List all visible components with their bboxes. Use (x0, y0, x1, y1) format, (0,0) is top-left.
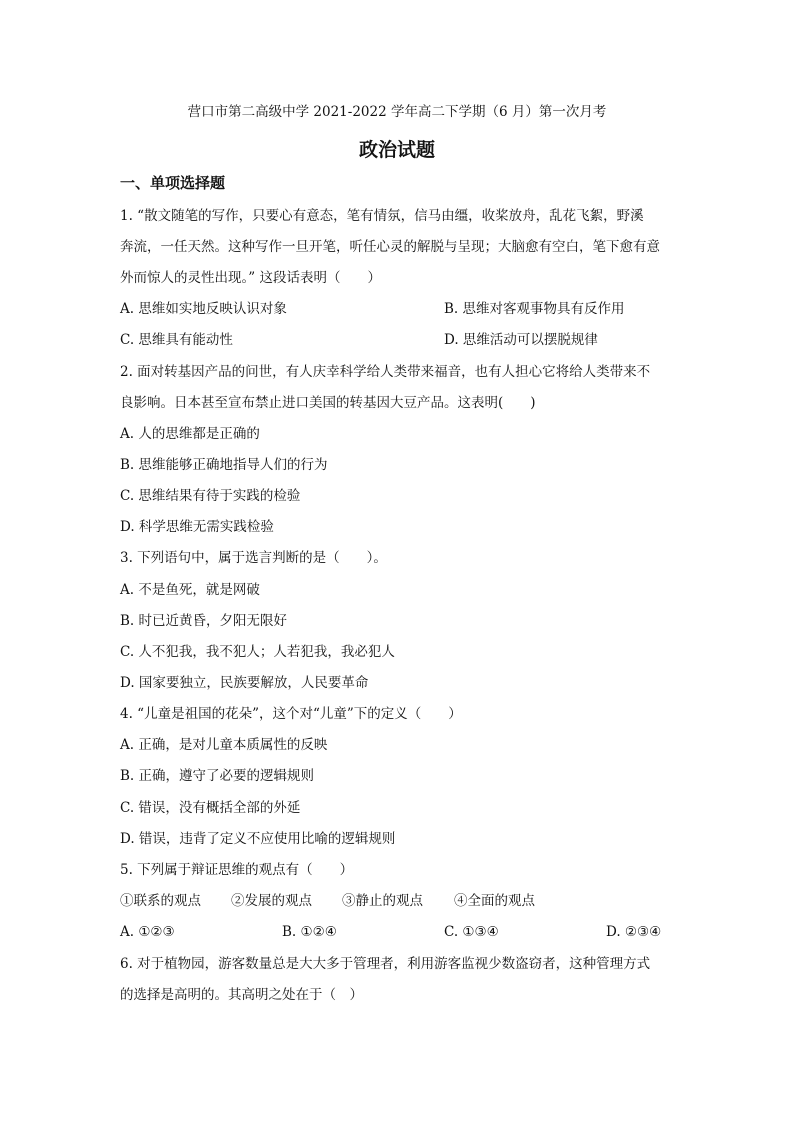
q3-option-d: D. 国家要独立，民族要解放，人民要革命 (120, 675, 369, 691)
exam-school-line: 营口市第二高级中学 2021-2022 学年高二下学期（6 月）第一次月考 (187, 104, 607, 120)
q5-item-2: ②发展的观点 (231, 893, 312, 909)
q6-stem-line2: 的选择是高明的。其高明之处在于（ ） (120, 987, 363, 1003)
q1-option-d: D. 思维活动可以摆脱规律 (444, 332, 598, 348)
q1-option-b: B. 思维对客观事物具有反作用 (444, 301, 625, 317)
q2-option-b: B. 思维能够正确地指导人们的行为 (120, 457, 328, 473)
q2-stem-line1: 2. 面对转基因产品的问世，有人庆幸科学给人类带来福音，也有人担心它将给人类带来不 (120, 364, 651, 380)
q1-stem-line2: 奔流，一任天然。这种写作一旦开笔，听任心灵的解脱与呈现；大脑愈有空白，笔下愈有意 (120, 239, 660, 255)
q3-stem: 3. 下列语句中，属于选言判断的是（ ）。 (120, 550, 387, 566)
q4-option-b: B. 正确，遵守了必要的逻辑规则 (120, 768, 315, 784)
q5-item-3: ③静止的观点 (342, 893, 423, 909)
q2-stem-line2: 良影响。日本甚至宣布禁止进口美国的转基因大豆产品。这表明( ) (120, 395, 536, 411)
q2-option-a: A. 人的思维都是正确的 (120, 426, 260, 442)
q4-option-d: D. 错误，违背了定义不应使用比喻的逻辑规则 (120, 831, 396, 847)
q6-stem-line1: 6. 对于植物园，游客数量总是大大多于管理者，利用游客监视少数盗窃者，这种管理方式 (120, 956, 651, 972)
q5-option-a: A. ①②③ (120, 924, 175, 940)
q4-option-c: C. 错误，没有概括全部的外延 (120, 800, 301, 816)
q1-option-a: A. 思维如实地反映认识对象 (120, 301, 287, 317)
q5-stem: 5. 下列属于辩证思维的观点有（ ） (120, 862, 354, 878)
q1-stem-line3: 外而惊人的灵性出现。” 这段话表明（ ） (120, 270, 381, 286)
q4-stem: 4. “儿童是祖国的花朵”，这个对“儿童”下的定义（ ） (120, 706, 462, 722)
q2-option-c: C. 思维结果有待于实践的检验 (120, 488, 301, 504)
exam-subject-title: 政治试题 (358, 139, 435, 161)
q5-option-d: D. ②③④ (606, 924, 662, 940)
q3-option-b: B. 时已近黄昏，夕阳无限好 (120, 613, 288, 629)
q2-option-d: D. 科学思维无需实践检验 (120, 519, 274, 535)
section-heading: 一、单项选择题 (120, 174, 226, 192)
q4-option-a: A. 正确，是对儿童本质属性的反映 (120, 737, 328, 753)
q1-stem-line1: 1. “散文随笔的写作，只要心有意态，笔有情氛，信马由缰，收桨放舟，乱花飞絮，野溪 (120, 208, 644, 224)
q1-option-c: C. 思维具有能动性 (120, 332, 233, 348)
q5-item-4: ④全面的观点 (454, 893, 535, 909)
q3-option-a: A. 不是鱼死，就是网破 (120, 582, 260, 598)
q5-item-1: ①联系的观点 (120, 893, 201, 909)
q3-option-c: C. 人不犯我，我不犯人；人若犯我，我必犯人 (120, 644, 395, 660)
q5-option-c: C. ①③④ (444, 924, 499, 940)
q5-option-b: B. ①②④ (282, 924, 337, 940)
